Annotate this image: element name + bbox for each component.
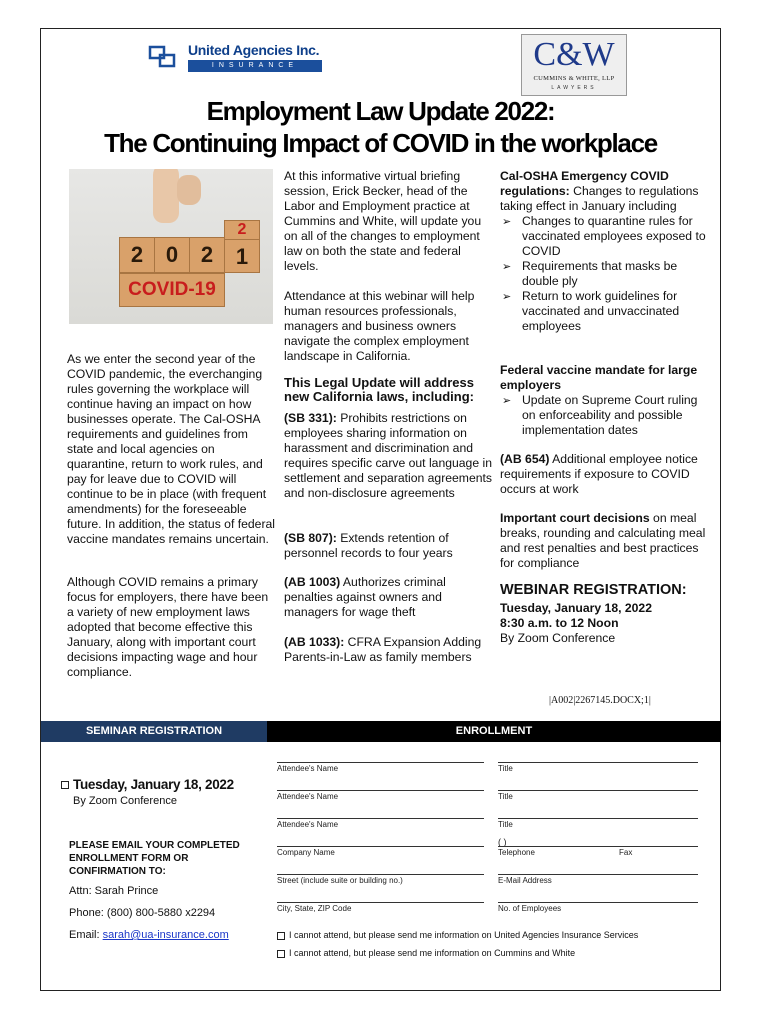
- telephone-field[interactable]: [498, 846, 698, 847]
- title-line-1: Employment Law Update 2022:: [206, 96, 555, 126]
- webinar-date: Tuesday, January 18, 2022: [500, 601, 652, 615]
- photo-block: 2: [119, 237, 155, 273]
- title-field[interactable]: [498, 762, 698, 763]
- court-section: [500, 511, 710, 571]
- email-label: Email:: [69, 929, 103, 941]
- ua-mark-icon: [148, 44, 178, 70]
- checkbox[interactable]: [277, 950, 285, 958]
- info-option-ua[interactable]: [277, 930, 638, 940]
- law-text: CFRA Expansion Adding Parents-in-Law as family members: [284, 635, 482, 664]
- field-label: Attendee's Name: [277, 764, 339, 773]
- field-label: Title: [498, 764, 513, 773]
- street-field[interactable]: [277, 874, 484, 875]
- field-label: E-Mail Address: [498, 876, 552, 885]
- webinar-registration: [500, 581, 710, 646]
- title-field[interactable]: [498, 790, 698, 791]
- title-field[interactable]: [498, 818, 698, 819]
- ab654-code: (AB 654): [500, 452, 550, 466]
- field-label: No. of Employees: [498, 904, 562, 913]
- attendance-paragraph: Attendance at this webinar will help human resources professionals, managers and business owners navigate the complex employment landscape in California.: [284, 289, 475, 363]
- ua-logo-sub: INSURANCE: [188, 60, 322, 72]
- webinar-via: By Zoom Conference: [500, 631, 616, 645]
- attendee-name-field[interactable]: [277, 790, 484, 791]
- enrollment-bar: ENROLLMENT: [267, 721, 721, 742]
- webinar-time: 8:30 a.m. to 12 Noon: [500, 616, 619, 630]
- finger-tip-image: [177, 175, 201, 205]
- law-item: [284, 575, 494, 620]
- osha-text: Changes to regulations taking effect in January including: [500, 184, 699, 213]
- law-text: Extends retention of personnel records to four years: [284, 531, 453, 560]
- law-text: Prohibits restrictions on employees sharing information on harassment and discrimination and requires specific carve out language in settlement and separation agreements and non-disclosure agreements: [284, 411, 492, 500]
- field-label: Fax: [619, 848, 633, 857]
- email-instructions: PLEASE EMAIL YOUR COMPLETED ENROLLMENT FORM OR CONFIRMATION TO:: [69, 840, 240, 877]
- federal-section: [500, 363, 710, 438]
- law-code: (AB 1033):: [284, 635, 345, 649]
- title-line-2: The Continuing Impact of COVID in the workplace: [104, 128, 657, 158]
- flyer-page: [40, 28, 721, 991]
- email-field[interactable]: [498, 874, 698, 875]
- law-item: [284, 635, 494, 665]
- photo-block: 0: [154, 237, 190, 273]
- osha-list: [500, 214, 710, 334]
- federal-list: [500, 393, 710, 438]
- ab654-section: [500, 452, 710, 497]
- seminar-via: By Zoom Conference: [73, 795, 177, 807]
- seminar-checkbox[interactable]: [61, 781, 69, 789]
- field-label: Attendee's Name: [277, 792, 339, 801]
- field-label: Company Name: [277, 848, 335, 857]
- webinar-heading: WEBINAR REGISTRATION:: [500, 582, 687, 598]
- option-label: I cannot attend, but please send me information on United Agencies Insurance Services: [289, 930, 639, 940]
- finger-image: [153, 169, 179, 223]
- field-label: Telephone: [498, 848, 535, 857]
- field-label: Street (include suite or building no.): [277, 876, 403, 885]
- email-link[interactable]: sarah@ua-insurance.com: [102, 929, 229, 941]
- company-name-field[interactable]: [277, 846, 484, 847]
- checkbox[interactable]: [277, 932, 285, 940]
- photo-block-top: 2: [224, 220, 260, 240]
- telephone-paren: ( ): [498, 837, 507, 847]
- federal-title: Federal vaccine mandate for large employers: [500, 363, 698, 392]
- law-text: Authorizes criminal penalties against owners and managers for wage theft: [284, 575, 446, 619]
- osha-section: [500, 169, 710, 334]
- law-code: (SB 331):: [284, 411, 337, 425]
- ua-logo-name: United Agencies Inc.: [188, 42, 320, 58]
- briefing-paragraph: At this informative virtual briefing session, Erick Becker, head of the Labor and Employment practice at Cummins and White, will update you on all of the changes to employment law on both the state and federal levels.: [284, 169, 482, 273]
- employees-field[interactable]: [498, 902, 698, 903]
- united-agencies-logo: [148, 38, 328, 78]
- legal-update-heading: This Legal Update will address new California laws, including:: [284, 375, 474, 404]
- attendee-name-field[interactable]: [277, 818, 484, 819]
- field-label: Title: [498, 792, 513, 801]
- phone: Phone: (800) 800-5880 x2294: [69, 907, 216, 919]
- photo-covid-label: COVID-19: [119, 273, 225, 307]
- court-text: on meal breaks, rounding and calculating meal and rest penalties and best practices for compliance: [500, 511, 706, 570]
- list-item: ➢ Requirements that masks be double ply: [500, 259, 710, 289]
- attn: Attn: Sarah Prince: [69, 885, 159, 897]
- page-title: [41, 95, 720, 159]
- intro-paragraph: As we enter the second year of the COVID pandemic, the everchanging rules governing the workplace will continue having an impact on how businesses operate. The Cal-OSHA requirements and guidelines from state and local agencies on quarantine, return to work rules, and pay for leave due to COVID will continue to be in place (with frequent amendments) for the foreseeable future. In addition, the status of federal vaccine mandates remains uncertain.: [67, 352, 275, 546]
- seminar-registration-bar: SEMINAR REGISTRATION: [41, 721, 267, 742]
- law-code: (SB 807):: [284, 531, 337, 545]
- covid-blocks-photo: [69, 169, 273, 324]
- photo-block: 2: [189, 237, 225, 273]
- list-item: ➢ Changes to quarantine rules for vaccinated employees exposed to COVID: [500, 214, 710, 259]
- document-reference: |A002|2267145.DOCX;1|: [549, 695, 651, 706]
- list-item: ➢ Return to work guidelines for vaccinated and unvaccinated employees: [500, 289, 710, 334]
- field-label: Attendee's Name: [277, 820, 339, 829]
- city-field[interactable]: [277, 902, 484, 903]
- cw-logo-mark: C&W: [533, 36, 615, 73]
- intro-paragraph-2: Although COVID remains a primary focus for employers, there have been a variety of new employment laws adopted that become effective this January, along with important court decisions impacting wage and hour compliance.: [67, 575, 269, 679]
- law-item: [284, 411, 494, 501]
- ab654-text: Additional employee notice requirements if exposure to COVID occurs at work: [500, 452, 698, 496]
- field-label: Title: [498, 820, 513, 829]
- option-label: I cannot attend, but please send me information on Cummins and White: [289, 948, 576, 958]
- cw-logo-sub: LAWYERS: [551, 85, 597, 91]
- seminar-date: Tuesday, January 18, 2022: [73, 777, 234, 792]
- law-item: [284, 531, 494, 561]
- law-code: (AB 1003): [284, 575, 341, 589]
- osha-title: Cal-OSHA Emergency COVID regulations:: [500, 169, 669, 198]
- email-contact: [69, 929, 229, 941]
- cummins-white-logo: [521, 34, 627, 96]
- cw-logo-name: CUMMINS & WHITE, LLP: [533, 75, 615, 82]
- seminar-date-option[interactable]: [61, 777, 234, 792]
- list-item: ➢ Update on Supreme Court ruling on enforceability and possible implementation dates: [500, 393, 710, 438]
- photo-block-bottom: 1: [224, 239, 260, 273]
- attendee-name-field[interactable]: [277, 762, 484, 763]
- field-label: City, State, ZIP Code: [277, 904, 352, 913]
- info-option-cw[interactable]: [277, 948, 575, 958]
- court-title: Important court decisions: [500, 511, 650, 525]
